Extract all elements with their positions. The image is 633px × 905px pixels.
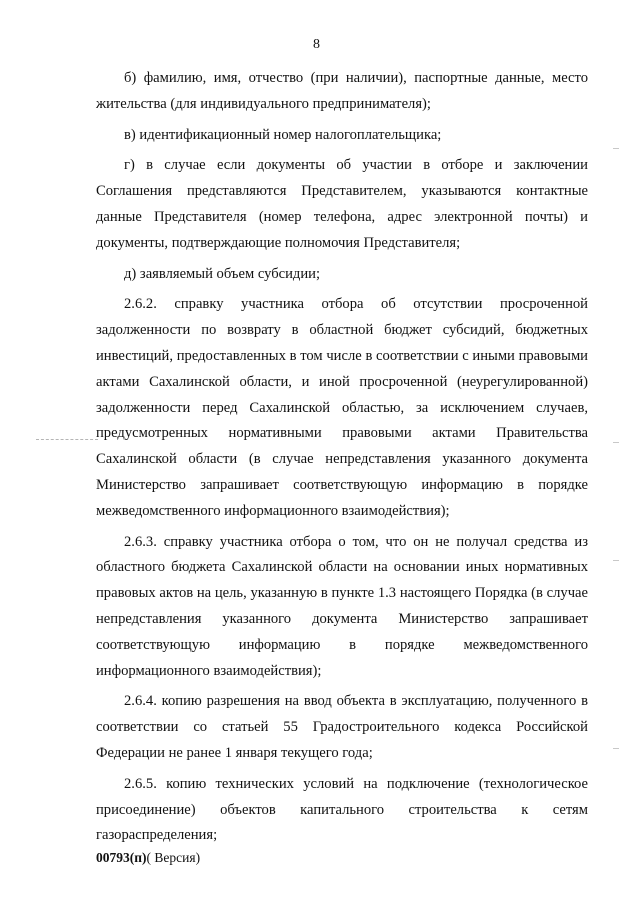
- paragraph-v: в) идентификационный номер налогоплательщика;: [124, 126, 442, 143]
- scan-edge-tick: [613, 560, 619, 561]
- paragraph-2-6-4: 2.6.4. копию разрешения на ввод объекта в эксплуатацию, полученного в соответствии со статьей 55 Градостроительного кодекса Российской Федерации не ранее 1 января текущего года;: [96, 693, 588, 761]
- page-number: 8: [313, 37, 320, 52]
- paragraph-b: б) фамилию, имя, отчество (при наличии), паспортные данные, место жительства (для индивидуального предпринимателя);: [96, 70, 588, 112]
- paragraph-g: г) в случае если документы об участии в отборе и заключении Соглашения представляются Представителем, указываются контактные данные Представителя (номер телефона, адрес электронной почты) и документы, подтверждающие полномочия Представителя;: [96, 157, 588, 251]
- document-footer: [96, 849, 200, 867]
- document-code: 00793(п): [96, 850, 147, 865]
- scan-edge-tick: [613, 748, 619, 749]
- paragraph-2-6-3: 2.6.3. справку участника отбора о том, что он не получал средства из областного бюджета Сахалинской области на основании иных нормативных правовых актов на цель, указанную в пункте 1.3 настоящего Порядка (в случае непредставления указанного документа Министерство запрашивает соответствующую информацию в порядке межведомственного информационного взаимодействия);: [96, 533, 588, 679]
- paragraph-2-6-5: 2.6.5. копию технических условий на подключение (технологическое присоединение) объектов капитального строительства к сетям газораспределения;: [96, 775, 588, 844]
- scan-edge-tick: [613, 442, 619, 443]
- paragraph-d: д) заявляемый объем субсидии;: [124, 265, 321, 282]
- document-version: ( Версия): [146, 850, 201, 865]
- paragraph-2-6-2: 2.6.2. справку участника отбора об отсутствии просроченной задолженности по возврату в областной бюджет субсидий, бюджетных инвестиций, предоставленных в том числе в соответствии с иными правовыми актами Сахалинской области, и иной просроченной (неурегулированной) задолженности перед Сахалинской областью, за исключением случаев, предусмотренных нормативными правовыми актами Правительства Сахалинской области (в случае непредставления указанного документа Министерство запрашивает соответствующую информацию в порядке межведомственного информационного взаимодействия);: [96, 296, 588, 519]
- document-body: [96, 66, 588, 854]
- scan-edge-tick: [613, 148, 619, 149]
- scan-margin-mark: [36, 439, 98, 440]
